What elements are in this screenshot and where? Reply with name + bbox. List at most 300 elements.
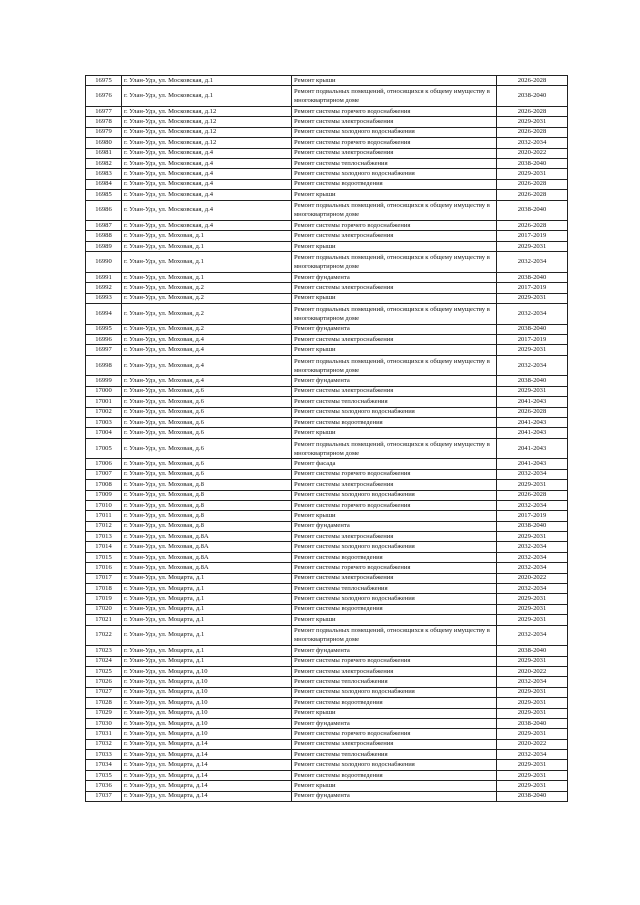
row-id-cell: 17015	[86, 552, 122, 562]
work-type-cell: Ремонт крыши	[292, 293, 497, 303]
work-type-cell: Ремонт крыши	[292, 708, 497, 718]
work-type-cell: Ремонт крыши	[292, 428, 497, 438]
period-cell: 2026-2028	[497, 190, 568, 200]
period-cell: 2029-2031	[497, 698, 568, 708]
row-id-cell: 16979	[86, 127, 122, 137]
row-id-cell: 16994	[86, 304, 122, 325]
table-row	[86, 573, 568, 583]
address-cell: г. Улан-Удэ, ул. Моцарта, д.10	[122, 708, 292, 718]
address-cell: г. Улан-Удэ, ул. Моховая, д.8А	[122, 542, 292, 552]
table-row	[86, 646, 568, 656]
row-id-cell: 16989	[86, 241, 122, 251]
table-row	[86, 604, 568, 614]
period-cell: 2038-2040	[497, 86, 568, 107]
table-row	[86, 200, 568, 221]
row-id-cell: 17020	[86, 604, 122, 614]
period-cell: 2020-2022	[497, 739, 568, 749]
work-type-cell: Ремонт фундамента	[292, 272, 497, 282]
period-cell: 2017-2019	[497, 283, 568, 293]
period-cell: 2020-2022	[497, 148, 568, 158]
table-row	[86, 490, 568, 500]
row-id-cell: 17032	[86, 739, 122, 749]
table-row	[86, 459, 568, 469]
row-id-cell: 17033	[86, 750, 122, 760]
address-cell: г. Улан-Удэ, ул. Моцарта, д.10	[122, 677, 292, 687]
work-type-cell: Ремонт фундамента	[292, 791, 497, 801]
table-row	[86, 521, 568, 531]
table-row	[86, 190, 568, 200]
address-cell: г. Улан-Удэ, ул. Моховая, д.1	[122, 231, 292, 241]
work-type-cell: Ремонт системы электроснабжения	[292, 386, 497, 396]
table-row	[86, 708, 568, 718]
work-type-cell: Ремонт системы холодного водоснабжения	[292, 687, 497, 697]
table-row	[86, 500, 568, 510]
table-row	[86, 480, 568, 490]
row-id-cell: 16982	[86, 158, 122, 168]
table-row	[86, 106, 568, 116]
period-cell: 2038-2040	[497, 718, 568, 728]
work-type-cell: Ремонт системы теплоснабжения	[292, 584, 497, 594]
address-cell: г. Улан-Удэ, ул. Моцарта, д.14	[122, 760, 292, 770]
work-type-cell: Ремонт крыши	[292, 511, 497, 521]
row-id-cell: 17007	[86, 469, 122, 479]
period-cell: 2038-2040	[497, 272, 568, 282]
period-cell: 2032-2034	[497, 563, 568, 573]
work-type-cell: Ремонт фундамента	[292, 521, 497, 531]
table-row	[86, 407, 568, 417]
period-cell: 2038-2040	[497, 521, 568, 531]
work-type-cell: Ремонт системы электроснабжения	[292, 666, 497, 676]
row-id-cell: 16999	[86, 376, 122, 386]
address-cell: г. Улан-Удэ, ул. Моховая, д.2	[122, 304, 292, 325]
table-row	[86, 355, 568, 376]
work-type-cell: Ремонт системы теплоснабжения	[292, 397, 497, 407]
period-cell: 2029-2031	[497, 480, 568, 490]
row-id-cell: 17037	[86, 791, 122, 801]
period-cell: 2032-2034	[497, 625, 568, 646]
period-cell: 2026-2028	[497, 407, 568, 417]
address-cell: г. Улан-Удэ, ул. Моцарта, д.1	[122, 584, 292, 594]
row-id-cell: 17012	[86, 521, 122, 531]
address-cell: г. Улан-Удэ, ул. Моховая, д.4	[122, 345, 292, 355]
period-cell: 2041-2043	[497, 438, 568, 459]
address-cell: г. Улан-Удэ, ул. Моховая, д.8	[122, 521, 292, 531]
address-cell: г. Улан-Удэ, ул. Моцарта, д.14	[122, 739, 292, 749]
work-type-cell: Ремонт системы холодного водоснабжения	[292, 169, 497, 179]
work-type-cell: Ремонт системы электроснабжения	[292, 283, 497, 293]
address-cell: г. Улан-Удэ, ул. Моховая, д.6	[122, 407, 292, 417]
work-type-cell: Ремонт системы горячего водоснабжения	[292, 729, 497, 739]
period-cell: 2029-2031	[497, 781, 568, 791]
table-row	[86, 625, 568, 646]
row-id-cell: 17014	[86, 542, 122, 552]
table-row	[86, 179, 568, 189]
row-id-cell: 17025	[86, 666, 122, 676]
work-type-cell: Ремонт системы горячего водоснабжения	[292, 106, 497, 116]
address-cell: г. Улан-Удэ, ул. Моховая, д.6	[122, 386, 292, 396]
work-type-cell: Ремонт подвальных помещений, относящихся к общему имуществу в многоквартирном доме	[292, 200, 497, 221]
row-id-cell: 17006	[86, 459, 122, 469]
address-cell: г. Улан-Удэ, ул. Моцарта, д.10	[122, 718, 292, 728]
period-cell: 2038-2040	[497, 791, 568, 801]
row-id-cell: 16995	[86, 324, 122, 334]
address-cell: г. Улан-Удэ, ул. Московская, д.12	[122, 106, 292, 116]
address-cell: г. Улан-Удэ, ул. Моцарта, д.10	[122, 729, 292, 739]
work-type-cell: Ремонт системы электроснабжения	[292, 335, 497, 345]
period-cell: 2029-2031	[497, 708, 568, 718]
address-cell: г. Улан-Удэ, ул. Московская, д.4	[122, 169, 292, 179]
period-cell: 2038-2040	[497, 200, 568, 221]
work-type-cell: Ремонт системы холодного водоснабжения	[292, 490, 497, 500]
address-cell: г. Улан-Удэ, ул. Моховая, д.8	[122, 480, 292, 490]
table-row	[86, 117, 568, 127]
row-id-cell: 16987	[86, 221, 122, 231]
work-type-cell: Ремонт системы горячего водоснабжения	[292, 500, 497, 510]
address-cell: г. Улан-Удэ, ул. Моховая, д.2	[122, 324, 292, 334]
work-type-cell: Ремонт подвальных помещений, относящихся к общему имуществу в многоквартирном доме	[292, 252, 497, 273]
period-cell: 2029-2031	[497, 729, 568, 739]
table-row	[86, 750, 568, 760]
period-cell: 2029-2031	[497, 532, 568, 542]
address-cell: г. Улан-Удэ, ул. Моховая, д.6	[122, 469, 292, 479]
address-cell: г. Улан-Удэ, ул. Московская, д.12	[122, 117, 292, 127]
work-type-cell: Ремонт системы водоотведения	[292, 698, 497, 708]
row-id-cell: 16980	[86, 138, 122, 148]
row-id-cell: 16984	[86, 179, 122, 189]
period-cell: 2032-2034	[497, 542, 568, 552]
work-type-cell: Ремонт фундамента	[292, 646, 497, 656]
address-cell: г. Улан-Удэ, ул. Моцарта, д.14	[122, 791, 292, 801]
address-cell: г. Улан-Удэ, ул. Моховая, д.4	[122, 335, 292, 345]
work-type-cell: Ремонт крыши	[292, 781, 497, 791]
work-type-cell: Ремонт подвальных помещений, относящихся к общему имуществу в многоквартирном доме	[292, 86, 497, 107]
table-row	[86, 698, 568, 708]
row-id-cell: 17001	[86, 397, 122, 407]
row-id-cell: 16988	[86, 231, 122, 241]
row-id-cell: 17002	[86, 407, 122, 417]
address-cell: г. Улан-Удэ, ул. Моховая, д.8А	[122, 552, 292, 562]
work-type-cell: Ремонт фасада	[292, 459, 497, 469]
row-id-cell: 16978	[86, 117, 122, 127]
period-cell: 2032-2034	[497, 584, 568, 594]
row-id-cell: 17019	[86, 594, 122, 604]
document-page	[85, 75, 567, 802]
address-cell: г. Улан-Удэ, ул. Моцарта, д.1	[122, 625, 292, 646]
period-cell: 2041-2043	[497, 459, 568, 469]
row-id-cell: 17028	[86, 698, 122, 708]
row-id-cell: 16985	[86, 190, 122, 200]
address-cell: г. Улан-Удэ, ул. Моцарта, д.1	[122, 604, 292, 614]
period-cell: 2041-2043	[497, 428, 568, 438]
address-cell: г. Улан-Удэ, ул. Моцарта, д.1	[122, 615, 292, 625]
table-row	[86, 386, 568, 396]
address-cell: г. Улан-Удэ, ул. Московская, д.4	[122, 200, 292, 221]
address-cell: г. Улан-Удэ, ул. Московская, д.4	[122, 221, 292, 231]
table-row	[86, 272, 568, 282]
address-cell: г. Улан-Удэ, ул. Моцарта, д.14	[122, 781, 292, 791]
row-id-cell: 16990	[86, 252, 122, 273]
row-id-cell: 17004	[86, 428, 122, 438]
period-cell: 2029-2031	[497, 604, 568, 614]
address-cell: г. Улан-Удэ, ул. Моховая, д.8	[122, 511, 292, 521]
work-type-cell: Ремонт фундамента	[292, 376, 497, 386]
table-row	[86, 511, 568, 521]
address-cell: г. Улан-Удэ, ул. Моховая, д.4	[122, 355, 292, 376]
address-cell: г. Улан-Удэ, ул. Моховая, д.6	[122, 428, 292, 438]
period-cell: 2026-2028	[497, 221, 568, 231]
work-type-cell: Ремонт системы водоотведения	[292, 604, 497, 614]
period-cell: 2029-2031	[497, 241, 568, 251]
table-row	[86, 158, 568, 168]
row-id-cell: 17027	[86, 687, 122, 697]
table-row	[86, 293, 568, 303]
work-type-cell: Ремонт крыши	[292, 615, 497, 625]
address-cell: г. Улан-Удэ, ул. Московская, д.4	[122, 158, 292, 168]
address-cell: г. Улан-Удэ, ул. Моцарта, д.10	[122, 687, 292, 697]
row-id-cell: 17005	[86, 438, 122, 459]
period-cell: 2032-2034	[497, 355, 568, 376]
table-row	[86, 594, 568, 604]
address-cell: г. Улан-Удэ, ул. Моховая, д.2	[122, 293, 292, 303]
table-row	[86, 283, 568, 293]
row-id-cell: 16986	[86, 200, 122, 221]
period-cell: 2032-2034	[497, 304, 568, 325]
table-row	[86, 76, 568, 86]
address-cell: г. Улан-Удэ, ул. Московская, д.1	[122, 86, 292, 107]
work-type-cell: Ремонт системы холодного водоснабжения	[292, 760, 497, 770]
work-type-cell: Ремонт системы теплоснабжения	[292, 750, 497, 760]
period-cell: 2026-2028	[497, 76, 568, 86]
address-cell: г. Улан-Удэ, ул. Моховая, д.8	[122, 490, 292, 500]
period-cell: 2032-2034	[497, 500, 568, 510]
address-cell: г. Улан-Удэ, ул. Моховая, д.2	[122, 283, 292, 293]
row-id-cell: 16998	[86, 355, 122, 376]
row-id-cell: 17036	[86, 781, 122, 791]
table-row	[86, 563, 568, 573]
period-cell: 2029-2031	[497, 656, 568, 666]
period-cell: 2026-2028	[497, 127, 568, 137]
table-row	[86, 656, 568, 666]
table-row	[86, 148, 568, 158]
period-cell: 2017-2019	[497, 231, 568, 241]
table-row	[86, 718, 568, 728]
address-cell: г. Улан-Удэ, ул. Моховая, д.1	[122, 252, 292, 273]
period-cell: 2026-2028	[497, 490, 568, 500]
table-row	[86, 304, 568, 325]
row-id-cell: 17029	[86, 708, 122, 718]
address-cell: г. Улан-Удэ, ул. Моховая, д.8А	[122, 563, 292, 573]
work-type-cell: Ремонт системы электроснабжения	[292, 148, 497, 158]
address-cell: г. Улан-Удэ, ул. Московская, д.12	[122, 138, 292, 148]
period-cell: 2032-2034	[497, 469, 568, 479]
period-cell: 2026-2028	[497, 106, 568, 116]
period-cell: 2038-2040	[497, 324, 568, 334]
row-id-cell: 17003	[86, 417, 122, 427]
address-cell: г. Улан-Удэ, ул. Московская, д.4	[122, 179, 292, 189]
work-type-cell: Ремонт крыши	[292, 345, 497, 355]
address-cell: г. Улан-Удэ, ул. Московская, д.4	[122, 148, 292, 158]
table-row	[86, 781, 568, 791]
table-row	[86, 770, 568, 780]
row-id-cell: 16983	[86, 169, 122, 179]
row-id-cell: 16981	[86, 148, 122, 158]
work-type-cell: Ремонт системы электроснабжения	[292, 573, 497, 583]
work-type-cell: Ремонт системы холодного водоснабжения	[292, 127, 497, 137]
period-cell: 2029-2031	[497, 770, 568, 780]
table-row	[86, 542, 568, 552]
work-type-cell: Ремонт крыши	[292, 241, 497, 251]
table-row	[86, 324, 568, 334]
row-id-cell: 17035	[86, 770, 122, 780]
work-type-cell: Ремонт системы горячего водоснабжения	[292, 221, 497, 231]
row-id-cell: 17008	[86, 480, 122, 490]
row-id-cell: 17010	[86, 500, 122, 510]
table-row	[86, 335, 568, 345]
work-type-cell: Ремонт системы горячего водоснабжения	[292, 656, 497, 666]
work-type-cell: Ремонт системы электроснабжения	[292, 532, 497, 542]
address-cell: г. Улан-Удэ, ул. Моховая, д.6	[122, 459, 292, 469]
row-id-cell: 17018	[86, 584, 122, 594]
table-row	[86, 677, 568, 687]
address-cell: г. Улан-Удэ, ул. Моховая, д.1	[122, 272, 292, 282]
work-type-cell: Ремонт системы электроснабжения	[292, 117, 497, 127]
work-type-cell: Ремонт системы горячего водоснабжения	[292, 469, 497, 479]
period-cell: 2029-2031	[497, 760, 568, 770]
work-type-cell: Ремонт системы водоотведения	[292, 417, 497, 427]
period-cell: 2038-2040	[497, 376, 568, 386]
work-type-cell: Ремонт крыши	[292, 76, 497, 86]
table-row	[86, 552, 568, 562]
address-cell: г. Улан-Удэ, ул. Моцарта, д.1	[122, 573, 292, 583]
row-id-cell: 17013	[86, 532, 122, 542]
period-cell: 2032-2034	[497, 138, 568, 148]
period-cell: 2029-2031	[497, 386, 568, 396]
row-id-cell: 17022	[86, 625, 122, 646]
table-row	[86, 127, 568, 137]
row-id-cell: 16996	[86, 335, 122, 345]
work-type-cell: Ремонт системы холодного водоснабжения	[292, 594, 497, 604]
row-id-cell: 17026	[86, 677, 122, 687]
work-type-cell: Ремонт подвальных помещений, относящихся к общему имуществу в многоквартирном доме	[292, 304, 497, 325]
address-cell: г. Улан-Удэ, ул. Моховая, д.6	[122, 417, 292, 427]
address-cell: г. Улан-Удэ, ул. Моховая, д.8А	[122, 532, 292, 542]
period-cell: 2029-2031	[497, 594, 568, 604]
table-row	[86, 397, 568, 407]
table-row	[86, 221, 568, 231]
row-id-cell: 17021	[86, 615, 122, 625]
work-type-cell: Ремонт системы водоотведения	[292, 770, 497, 780]
table-row	[86, 729, 568, 739]
period-cell: 2029-2031	[497, 345, 568, 355]
row-id-cell: 17000	[86, 386, 122, 396]
table-row	[86, 532, 568, 542]
table-row	[86, 438, 568, 459]
table-row	[86, 584, 568, 594]
period-cell: 2029-2031	[497, 117, 568, 127]
address-cell: г. Улан-Удэ, ул. Моховая, д.8	[122, 500, 292, 510]
period-cell: 2032-2034	[497, 677, 568, 687]
row-id-cell: 17016	[86, 563, 122, 573]
work-type-cell: Ремонт системы теплоснабжения	[292, 677, 497, 687]
row-id-cell: 17009	[86, 490, 122, 500]
period-cell: 2032-2034	[497, 252, 568, 273]
work-type-cell: Ремонт фундамента	[292, 324, 497, 334]
work-type-cell: Ремонт крыши	[292, 190, 497, 200]
table-row	[86, 428, 568, 438]
address-cell: г. Улан-Удэ, ул. Моцарта, д.1	[122, 646, 292, 656]
row-id-cell: 17017	[86, 573, 122, 583]
work-type-cell: Ремонт системы холодного водоснабжения	[292, 542, 497, 552]
work-type-cell: Ремонт системы электроснабжения	[292, 231, 497, 241]
address-cell: г. Улан-Удэ, ул. Московская, д.12	[122, 127, 292, 137]
work-type-cell: Ремонт системы водоотведения	[292, 552, 497, 562]
work-type-cell: Ремонт системы горячего водоснабжения	[292, 563, 497, 573]
table-row	[86, 760, 568, 770]
address-cell: г. Улан-Удэ, ул. Моховая, д.4	[122, 376, 292, 386]
work-type-cell: Ремонт подвальных помещений, относящихся к общему имуществу в многоквартирном доме	[292, 438, 497, 459]
table-row	[86, 791, 568, 801]
period-cell: 2041-2043	[497, 397, 568, 407]
work-type-cell: Ремонт подвальных помещений, относящихся к общему имуществу в многоквартирном доме	[292, 355, 497, 376]
row-id-cell: 17030	[86, 718, 122, 728]
period-cell: 2038-2040	[497, 158, 568, 168]
period-cell: 2017-2019	[497, 511, 568, 521]
row-id-cell: 16976	[86, 86, 122, 107]
table-row	[86, 231, 568, 241]
row-id-cell: 16992	[86, 283, 122, 293]
period-cell: 2029-2031	[497, 687, 568, 697]
row-id-cell: 16997	[86, 345, 122, 355]
work-type-cell: Ремонт системы электроснабжения	[292, 480, 497, 490]
row-id-cell: 17024	[86, 656, 122, 666]
address-cell: г. Улан-Удэ, ул. Моховая, д.6	[122, 438, 292, 459]
period-cell: 2017-2019	[497, 335, 568, 345]
address-cell: г. Улан-Удэ, ул. Моховая, д.6	[122, 397, 292, 407]
period-cell: 2032-2034	[497, 552, 568, 562]
address-cell: г. Улан-Удэ, ул. Моцарта, д.1	[122, 656, 292, 666]
table-row	[86, 169, 568, 179]
table-row	[86, 376, 568, 386]
address-cell: г. Улан-Удэ, ул. Московская, д.4	[122, 190, 292, 200]
table-row	[86, 86, 568, 107]
period-cell: 2029-2031	[497, 293, 568, 303]
period-cell: 2029-2031	[497, 169, 568, 179]
work-type-cell: Ремонт системы теплоснабжения	[292, 158, 497, 168]
address-cell: г. Улан-Удэ, ул. Московская, д.1	[122, 76, 292, 86]
period-cell: 2020-2022	[497, 573, 568, 583]
work-type-cell: Ремонт системы горячего водоснабжения	[292, 138, 497, 148]
period-cell: 2041-2043	[497, 417, 568, 427]
work-type-cell: Ремонт системы электроснабжения	[292, 739, 497, 749]
table-row	[86, 345, 568, 355]
address-cell: г. Улан-Удэ, ул. Моцарта, д.14	[122, 750, 292, 760]
row-id-cell: 16991	[86, 272, 122, 282]
table-row	[86, 469, 568, 479]
period-cell: 2020-2022	[497, 666, 568, 676]
table-row	[86, 252, 568, 273]
table-row	[86, 417, 568, 427]
row-id-cell: 16993	[86, 293, 122, 303]
table-row	[86, 666, 568, 676]
work-type-cell: Ремонт системы водоотведения	[292, 179, 497, 189]
capital-repair-table	[85, 75, 568, 802]
period-cell: 2032-2034	[497, 750, 568, 760]
table-row	[86, 138, 568, 148]
period-cell: 2029-2031	[497, 615, 568, 625]
period-cell: 2038-2040	[497, 646, 568, 656]
period-cell: 2026-2028	[497, 179, 568, 189]
address-cell: г. Улан-Удэ, ул. Моцарта, д.10	[122, 666, 292, 676]
